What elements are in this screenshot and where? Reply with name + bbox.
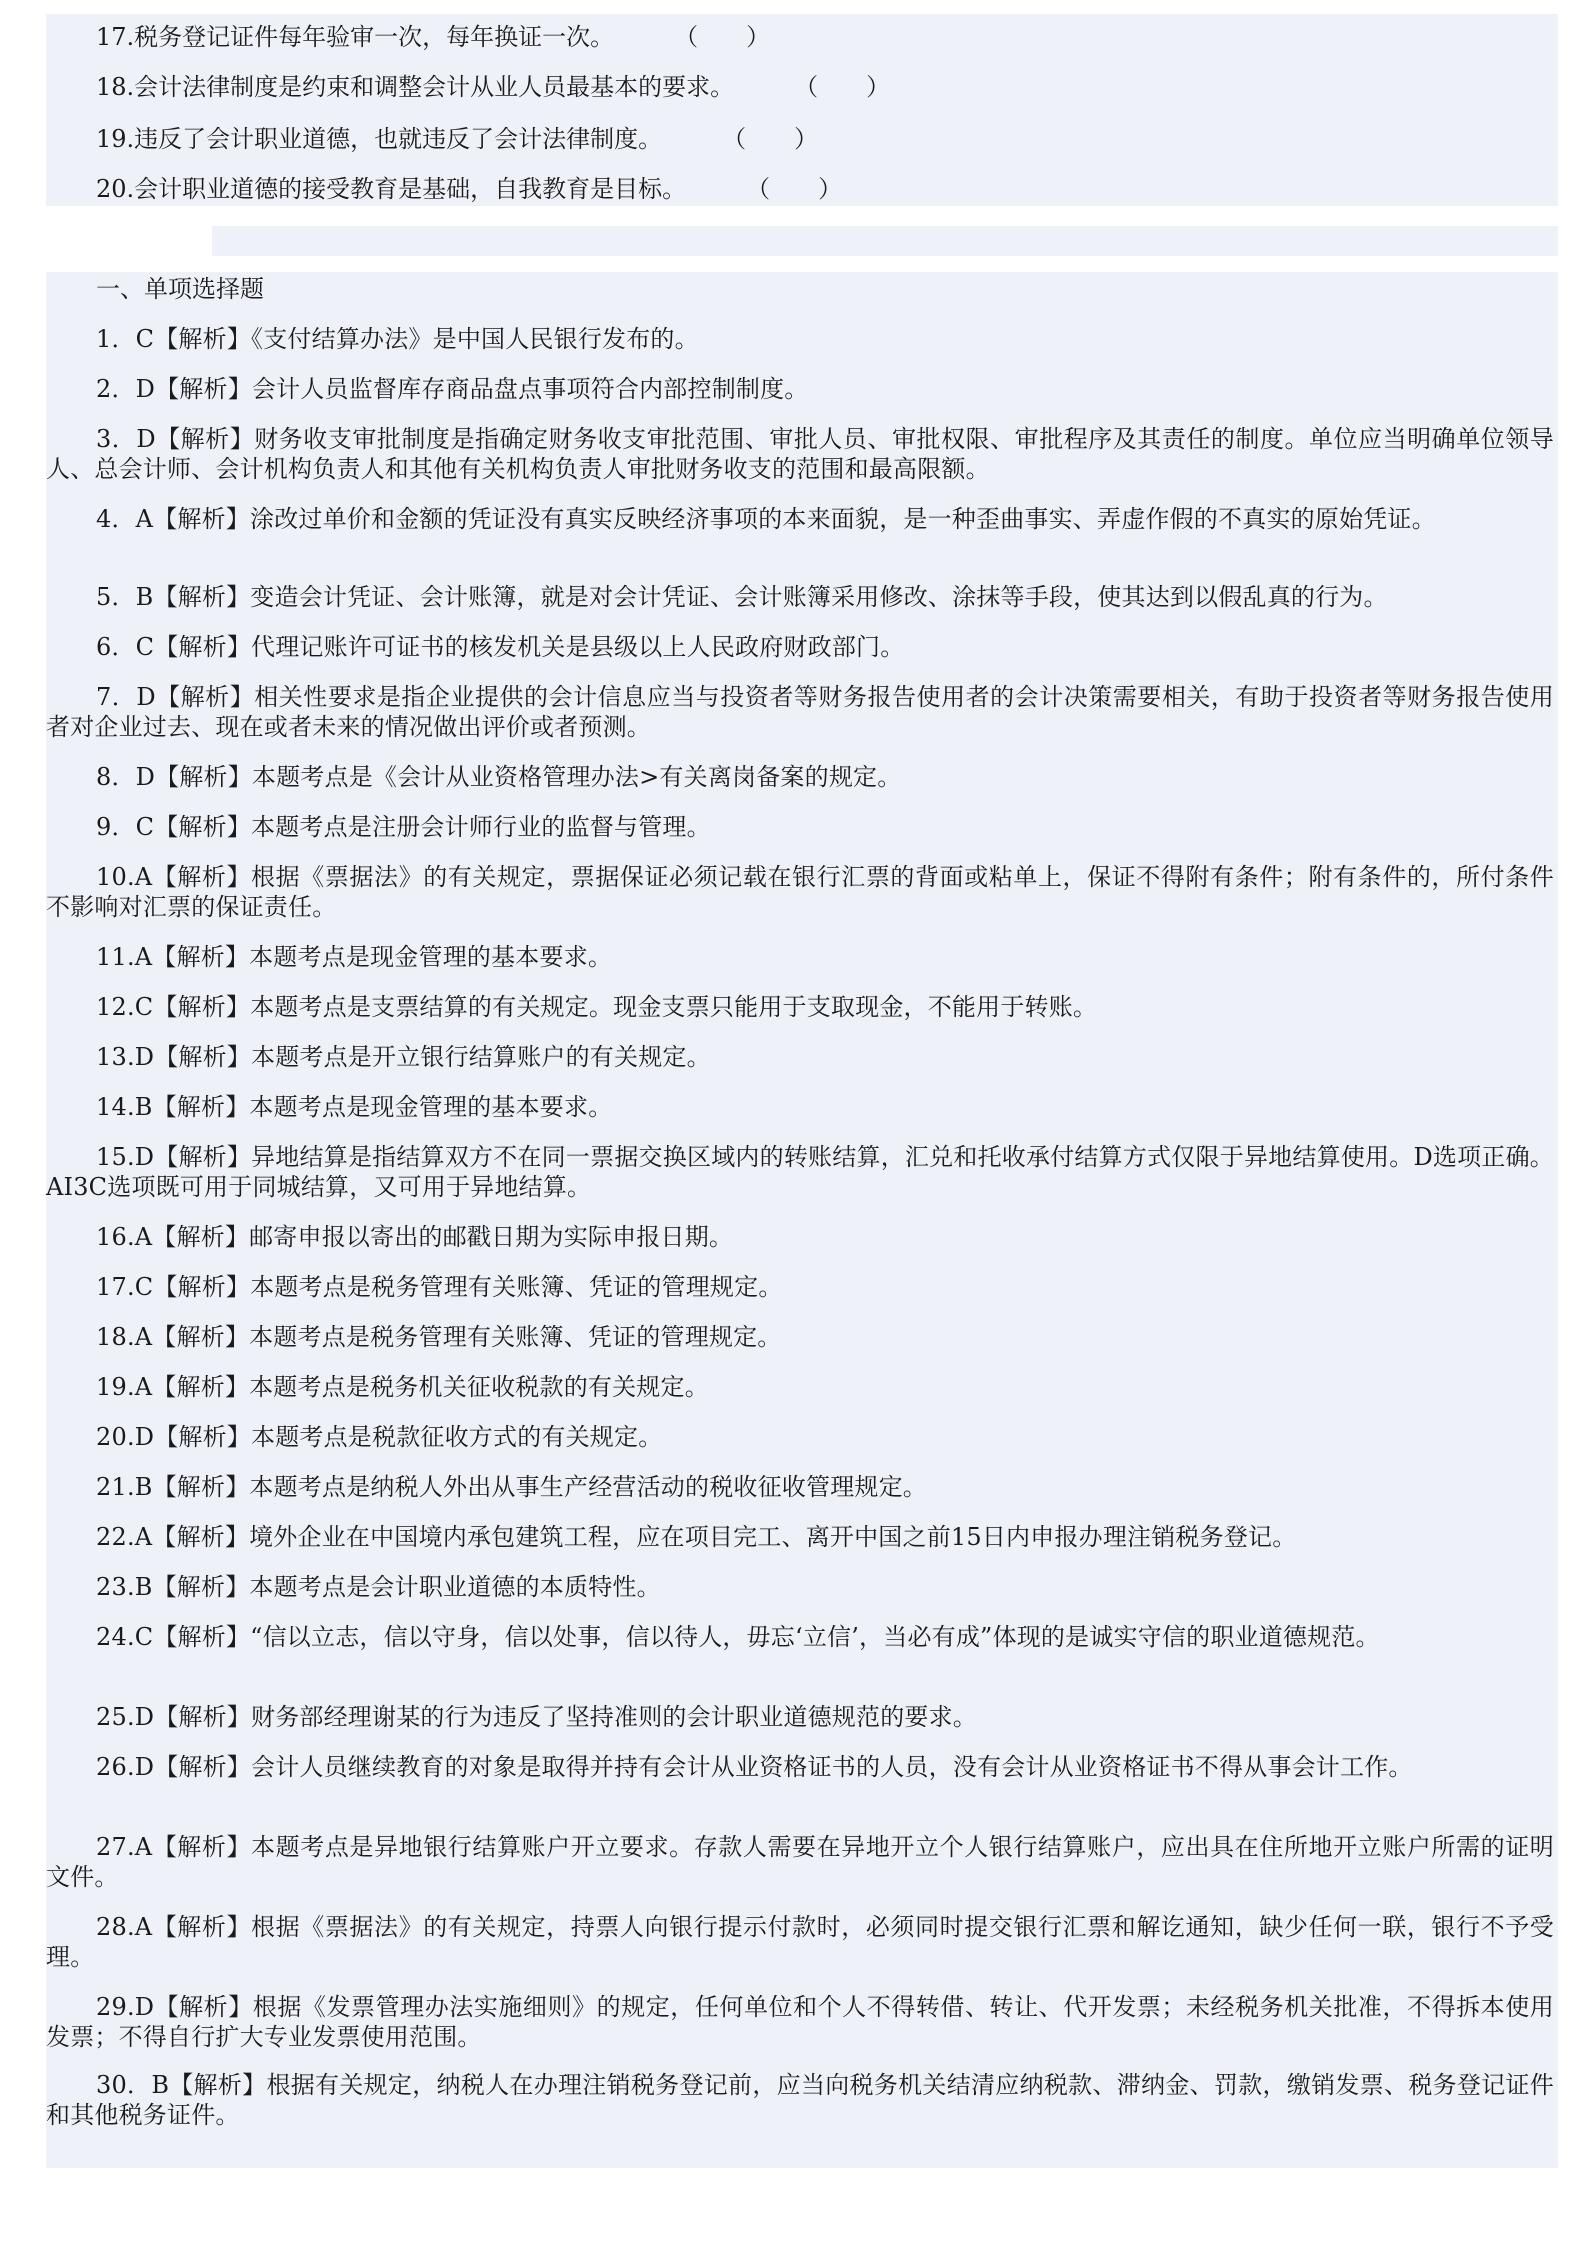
answer-26: 26.D【解析】会计人员继续教育的对象是取得并持有会计从业资格证书的人员，没有会计从业资格证书不得从事会计工作。 bbox=[96, 1753, 1413, 1781]
question-18: 18.会计法律制度是约束和调整会计从业人员最基本的要求。 （ ） bbox=[96, 73, 891, 101]
question-19: 19.违反了会计职业道德，也就违反了会计法律制度。 （ ） bbox=[96, 125, 819, 153]
section-title: 一、单项选择题 bbox=[96, 275, 264, 303]
answer-1: 1．C【解析】《支付结算办法》是中国人民银行发布的。 bbox=[96, 325, 699, 353]
answer-20: 20.D【解析】本题考点是税款征收方式的有关规定。 bbox=[96, 1423, 663, 1451]
answer-2: 2．D【解析】会计人员监督库存商品盘点事项符合内部控制制度。 bbox=[96, 375, 809, 403]
answer-5: 5．B【解析】变造会计凭证、会计账簿，就是对会计凭证、会计账簿采用修改、涂抹等手段，使其达到以假乱真的行为。 bbox=[96, 583, 1388, 611]
answer-7: 7．D【解析】相关性要求是指企业提供的会计信息应当与投资者等财务报告使用者的会计决策需要相关，有助于投资者等财务报告使用者对企业过去、现在或者未来的情况做出评价或者预测。 bbox=[46, 683, 1554, 741]
divider-band bbox=[212, 226, 1558, 256]
answer-28: 28.A【解析】根据《票据法》的有关规定，持票人向银行提示付款时，必须同时提交银行汇票和解讫通知，缺少任何一联，银行不予受理。 bbox=[46, 1913, 1554, 1971]
answer-15: 15.D【解析】异地结算是指结算双方不在同一票据交换区域内的转账结算，汇兑和托收承付结算方式仅限于异地结算使用。D选项正确。AI3C选项既可用于同城结算，又可用于异地结算。 bbox=[46, 1143, 1554, 1201]
answer-9: 9．C【解析】本题考点是注册会计师行业的监督与管理。 bbox=[96, 813, 711, 841]
answer-6: 6．C【解析】代理记账许可证书的核发机关是县级以上人民政府财政部门。 bbox=[96, 633, 905, 661]
answer-18: 18.A【解析】本题考点是税务管理有关账簿、凭证的管理规定。 bbox=[96, 1323, 782, 1351]
answer-14: 14.B【解析】本题考点是现金管理的基本要求。 bbox=[96, 1093, 613, 1121]
question-20: 20.会计职业道德的接受教育是基础，自我教育是目标。 （ ） bbox=[96, 175, 843, 203]
answer-21: 21.B【解析】本题考点是纳税人外出从事生产经营活动的税收征收管理规定。 bbox=[96, 1473, 928, 1501]
answer-19: 19.A【解析】本题考点是税务机关征收税款的有关规定。 bbox=[96, 1373, 709, 1401]
answer-23: 23.B【解析】本题考点是会计职业道德的本质特性。 bbox=[96, 1573, 661, 1601]
answer-22: 22.A【解析】境外企业在中国境内承包建筑工程，应在项目完工、离开中国之前15日内申报办理注销税务登记。 bbox=[96, 1523, 1297, 1551]
answer-8: 8．D【解析】本题考点是《会计从业资格管理办法>有关离岗备案的规定。 bbox=[96, 763, 902, 791]
answer-24: 24.C【解析】“信以立志，信以守身，信以处事，信以待人，毋忘‘立信’，当必有成”体现的是诚实守信的职业道德规范。 bbox=[96, 1623, 1380, 1651]
answer-11: 11.A【解析】本题考点是现金管理的基本要求。 bbox=[96, 943, 613, 971]
question-17: 17.税务登记证件每年验审一次，每年换证一次。 （ ） bbox=[96, 23, 771, 51]
answer-30: 30．B【解析】根据有关规定，纳税人在办理注销税务登记前，应当向税务机关结清应纳税款、滞纳金、罚款，缴销发票、税务登记证件和其他税务证件。 bbox=[46, 2071, 1554, 2129]
answer-10: 10.A【解析】根据《票据法》的有关规定，票据保证必须记载在银行汇票的背面或粘单上，保证不得附有条件；附有条件的，所付条件不影响对汇票的保证责任。 bbox=[46, 863, 1554, 921]
answer-4: 4．A【解析】涂改过单价和金额的凭证没有真实反映经济事项的本来面貌，是一种歪曲事实、弄虚作假的不真实的原始凭证。 bbox=[96, 505, 1436, 533]
answer-25: 25.D【解析】财务部经理谢某的行为违反了坚持准则的会计职业道德规范的要求。 bbox=[96, 1703, 978, 1731]
answer-12: 12.C【解析】本题考点是支票结算的有关规定。现金支票只能用于支取现金，不能用于转账。 bbox=[96, 993, 1098, 1021]
answer-17: 17.C【解析】本题考点是税务管理有关账簿、凭证的管理规定。 bbox=[96, 1273, 783, 1301]
answer-13: 13.D【解析】本题考点是开立银行结算账户的有关规定。 bbox=[96, 1043, 711, 1071]
answer-27: 27.A【解析】本题考点是异地银行结算账户开立要求。存款人需要在异地开立个人银行结算账户，应出具在住所地开立账户所需的证明文件。 bbox=[46, 1833, 1554, 1891]
answer-3: 3．D【解析】财务收支审批制度是指确定财务收支审批范围、审批人员、审批权限、审批程序及其责任的制度。单位应当明确单位领导人、总会计师、会计机构负责人和其他有关机构负责人审批财务收支的范围和最高限额。 bbox=[46, 425, 1554, 483]
answer-16: 16.A【解析】邮寄申报以寄出的邮戳日期为实际申报日期。 bbox=[96, 1223, 734, 1251]
answer-29: 29.D【解析】根据《发票管理办法实施细则》的规定，任何单位和个人不得转借、转让、代开发票；未经税务机关批准，不得拆本使用发票；不得自行扩大专业发票使用范围。 bbox=[46, 1993, 1554, 2051]
